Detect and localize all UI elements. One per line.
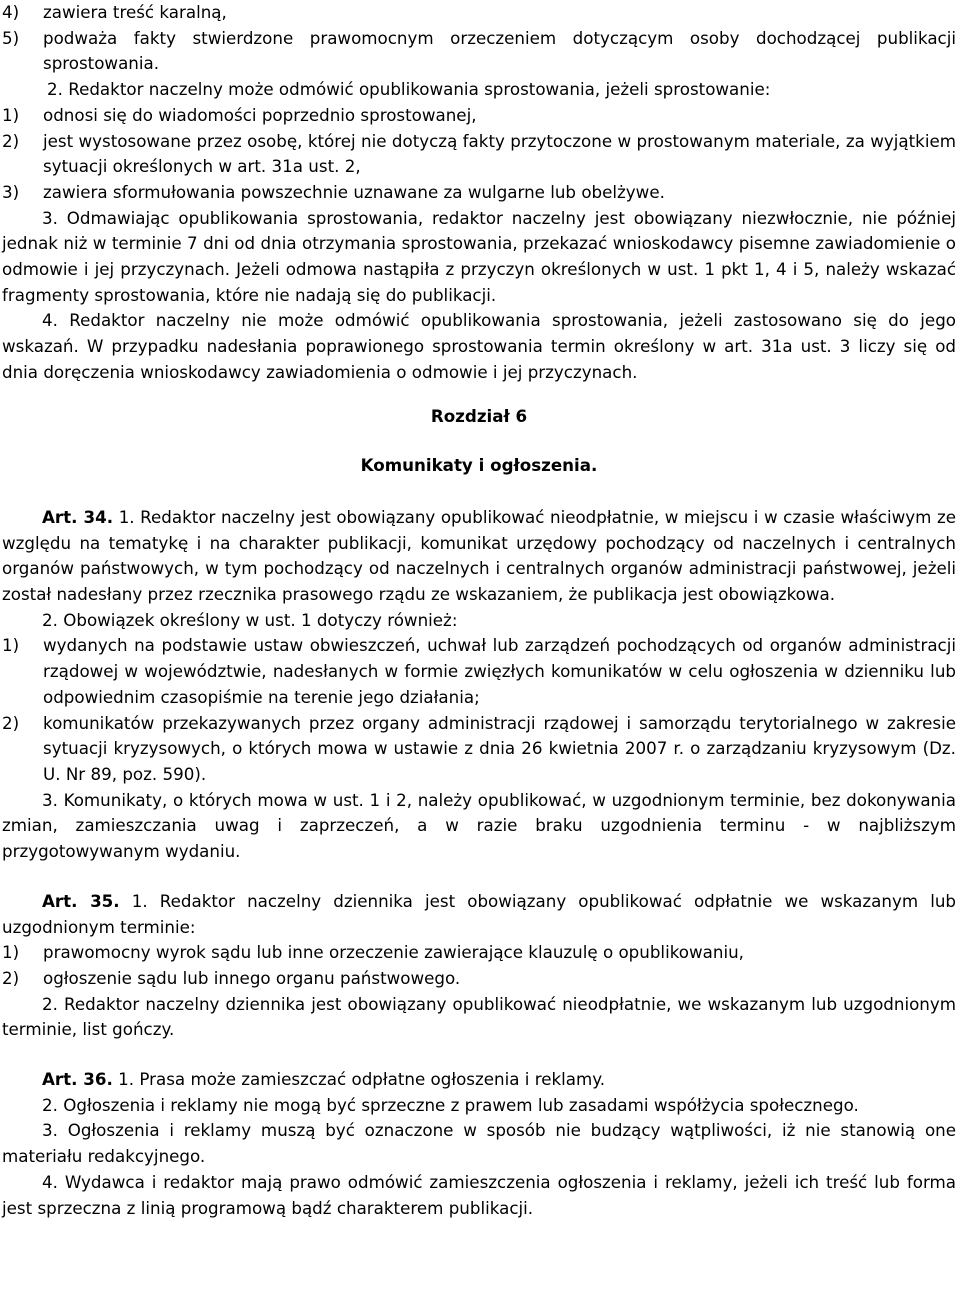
paragraph-text: 1. Prasa może zamieszczać odpłatne ogłoszenia i reklamy. bbox=[118, 1069, 606, 1090]
spacer bbox=[2, 479, 956, 505]
paragraph: 2. Obowiązek określony w ust. 1 dotyczy również: bbox=[42, 609, 458, 630]
item-number: 1) bbox=[2, 635, 20, 656]
paragraph: 3. Odmawiając opublikowania sprostowania, redaktor naczelny jest obowiązany niezwłocznie, nie później jednak niż w terminie 7 dni od dnia otrzymania sprostowania, przekazać wnioskodawcy pisemne zawiadomienie o odmowie i jej przyczynach. Jeżeli odmowa nastąpiła z przyczyn określonych w ust. 1 pkt 1, 4 i 5, należy wskazać fragmenty sprostowania, które nie nadają się do publikacji. bbox=[2, 207, 956, 305]
item-text: podważa fakty stwierdzone prawomocnym orzeczeniem dotyczącym osoby dochodzącej publikacji sprostowania. bbox=[43, 27, 956, 74]
spacer bbox=[2, 386, 956, 404]
item-number: 2) bbox=[2, 712, 20, 733]
paragraph: 2. Redaktor naczelny dziennika jest obowiązany opublikować nieodpłatnie, we wskazanym lub uzgodnionym terminie, list gończy. bbox=[2, 993, 956, 1040]
item-number: 2) bbox=[2, 130, 20, 151]
paragraph: 4. Redaktor naczelny nie może odmówić opublikowania sprostowania, jeżeli zastosowano się do jego wskazań. W przypadku nadesłania poprawionego sprostowania termin określony w art. 31a ust. 3 liczy się od dnia doręczenia wnioskodawcy zawiadomienia o odmowie i jej przyczynach. bbox=[2, 310, 956, 382]
item-text: odnosi się do wiadomości poprzednio sprostowanej, bbox=[43, 104, 477, 125]
list-item bbox=[2, 940, 956, 966]
item-text: zawiera sformułowania powszechnie uznawane za wulgarne lub obelżywe. bbox=[43, 181, 665, 202]
item-text: wydanych na podstawie ustaw obwieszczeń, uchwał lub zarządzeń pochodzących od organów administracji rządowej w województwie, nadesłanych w formie zwięzłych komunikatów w celu ogłoszenia w dzienniku lub odpowiednim czasopiśmie na terenie jego działania; bbox=[43, 635, 956, 707]
paragraph: 2. Ogłoszenia i reklamy nie mogą być sprzeczne z prawem lub zasadami współżycia społecznego. bbox=[42, 1094, 859, 1115]
article-label: Art. 35. bbox=[42, 890, 120, 911]
article-label: Art. 36. bbox=[42, 1069, 113, 1090]
chapter-number: Rozdział 6 bbox=[430, 405, 528, 426]
paragraph-text: 1. Redaktor naczelny dziennika jest obowiązany opublikować odpłatnie we wskazanym lub uzgodnionym terminie: bbox=[2, 890, 956, 937]
list-item bbox=[2, 180, 956, 206]
item-number: 4) bbox=[2, 2, 20, 22]
list-item bbox=[2, 966, 956, 992]
paragraph: 3. Ogłoszenia i reklamy muszą być oznaczone w sposób nie budzący wątpliwości, iż nie stanowią one materiału redakcyjnego. bbox=[2, 1120, 956, 1167]
item-text: ogłoszenie sądu lub innego organu państwowego. bbox=[43, 967, 461, 988]
item-text: komunikatów przekazywanych przez organy administracji rządowej i samorządu terytorialnego w zakresie sytuacji kryzysowych, o których mowa w ustawie z dnia 26 kwietnia 2007 r. o zarządzaniu kryzysowym (Dz. U. Nr 89, poz. 590). bbox=[43, 712, 956, 784]
item-text: prawomocny wyrok sądu lub inne orzeczenie zawierające klauzulę o opublikowaniu, bbox=[43, 942, 744, 963]
paragraph bbox=[2, 1067, 956, 1093]
spacer bbox=[2, 429, 956, 453]
spacer bbox=[2, 1043, 956, 1067]
spacer bbox=[2, 865, 956, 889]
paragraph bbox=[2, 889, 956, 940]
item-number: 3) bbox=[2, 181, 20, 202]
paragraph-text: 1. Redaktor naczelny jest obowiązany opublikować nieodpłatnie, w miejscu i w czasie właściwym ze względu na tematykę i na charakter publikacji, komunikat urzędowy pochodzący od naczelnych i centralnych organów państwowych, w tym pochodzący od naczelnych i centralnych organów administracji państwowej, jeżeli został nadesłany przez rzecznika prasowego rządu ze wskazaniem, że publikacja jest obowiązkowa. bbox=[2, 506, 956, 605]
article-label: Art. 34. bbox=[42, 506, 114, 527]
paragraph: 4. Wydawca i redaktor mają prawo odmówić zamieszczenia ogłoszenia i reklamy, jeżeli ich treść lub forma jest sprzeczna z linią programową bądź charakterem publikacji. bbox=[2, 1171, 956, 1218]
list-item bbox=[2, 129, 956, 180]
item-text: zawiera treść karalną, bbox=[43, 2, 227, 22]
paragraph: 3. Komunikaty, o których mowa w ust. 1 i 2, należy opublikować, w uzgodnionym terminie, bez dokonywania zmian, zamieszczania uwag i zaprzeczeń, a w razie braku uzgodnienia terminu - w najbliższym przygotowywanym wydaniu. bbox=[2, 789, 956, 862]
paragraph: 2. Redaktor naczelny może odmówić opublikowania sprostowania, jeżeli sprostowanie: bbox=[47, 79, 771, 100]
list-item bbox=[2, 0, 956, 26]
list-item bbox=[2, 103, 956, 129]
item-number: 2) bbox=[2, 967, 20, 988]
list-item bbox=[2, 711, 956, 788]
list-item bbox=[2, 26, 956, 77]
item-text: jest wystosowane przez osobę, której nie dotyczą fakty przytoczone w prostowanym materiale, za wyjątkiem sytuacji określonych w art. 31a ust. 2, bbox=[43, 130, 956, 177]
chapter-title: Komunikaty i ogłoszenia. bbox=[360, 455, 598, 476]
list-item bbox=[2, 633, 956, 710]
item-number: 1) bbox=[2, 104, 20, 125]
item-number: 1) bbox=[2, 942, 20, 963]
paragraph bbox=[2, 505, 956, 608]
item-number: 5) bbox=[2, 27, 20, 48]
